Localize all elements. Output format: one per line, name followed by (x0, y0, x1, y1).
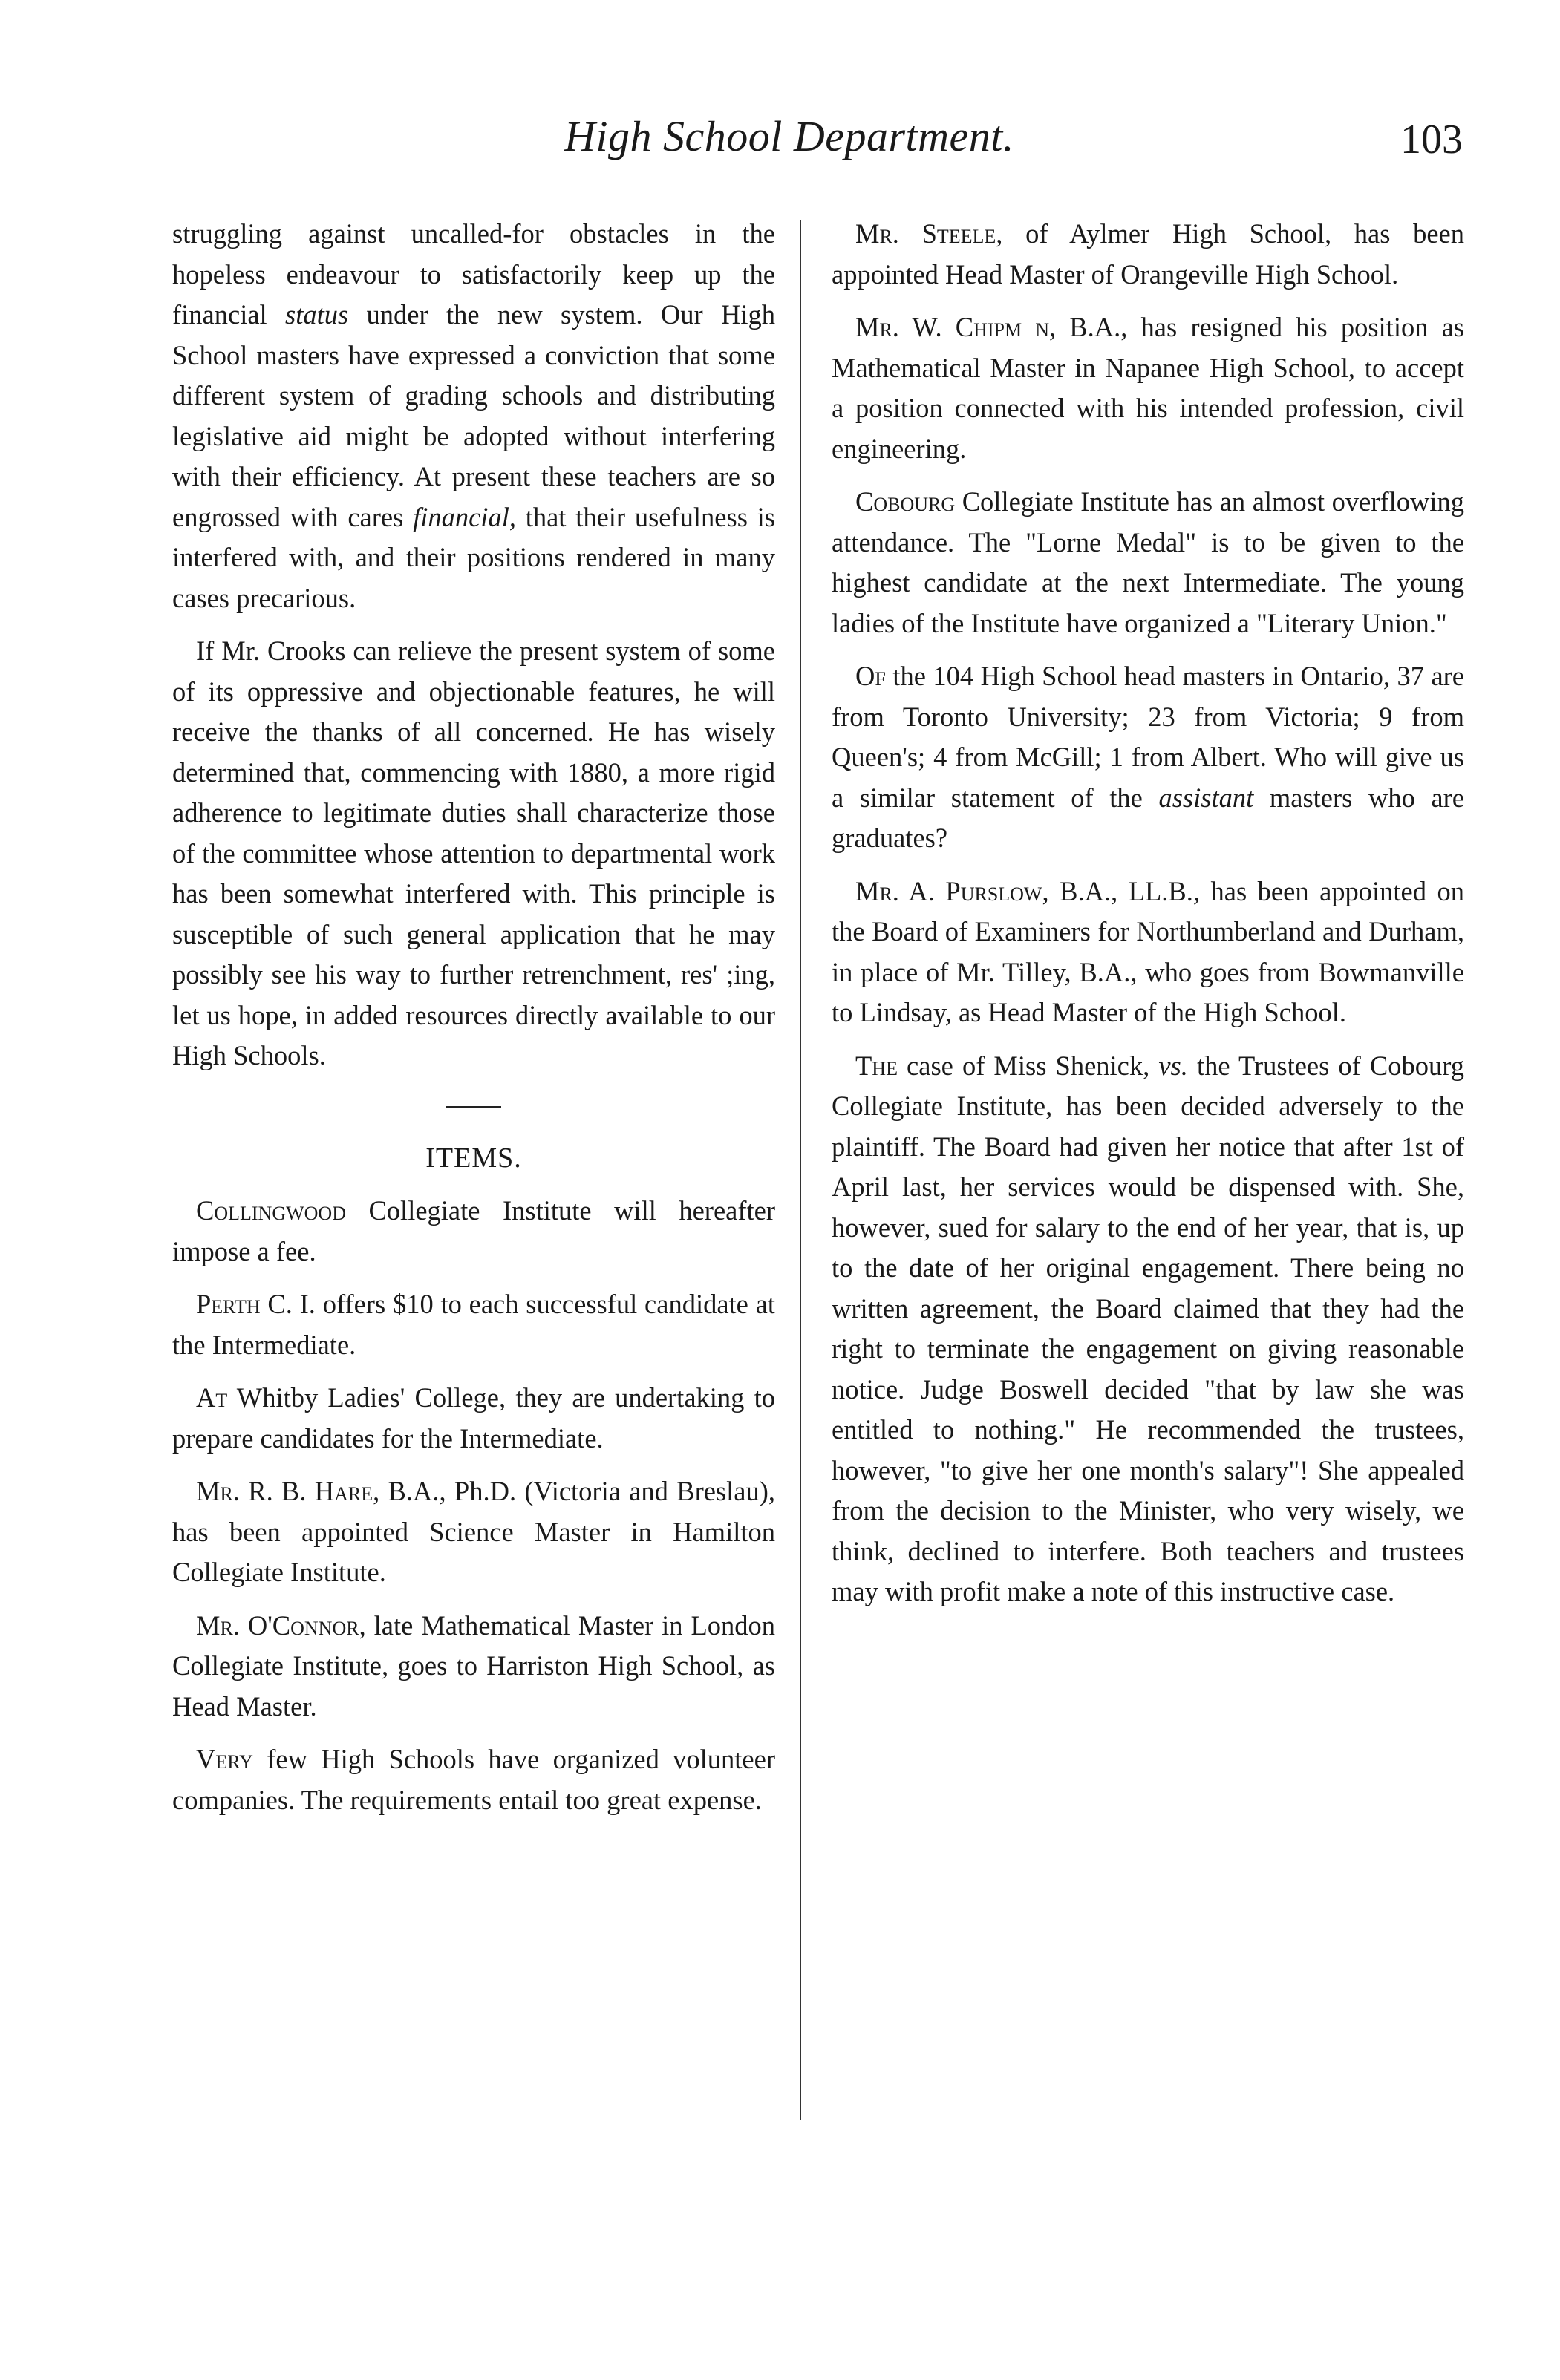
paragraph-financial-status: struggling against uncalled-for obstacles in the hopeless endeavour to satisfactorily keep up the financial status under the new system. Our High School masters have expressed a conviction that some different system of grading schools and distributing legislative aid might be adopted without interfering with their efficiency. At present these teachers are so engrossed with cares financial, that their usefulness is interfered with, and their positions rendered in many cases precarious. (172, 218, 775, 613)
item-purslow: Mr. A. Purslow, B.A., LL.B., has been appointed on the Board of Examiners for Northumberland and Durham, in place of Mr. Tilley, B.A., who goes from Bowmanville to Lindsay, as Head Master of the High School. (832, 875, 1465, 1027)
item-perth: Perth C. I. offers $10 to each successful candidate at the Intermediate. (172, 1289, 775, 1360)
item-collingwood: Collingwood Collegiate Institute will hereafter impose a fee. (172, 1195, 775, 1266)
item-whitby: At Whitby Ladies' College, they are undertaking to prepare candidates for the Intermediate. (172, 1382, 775, 1454)
section-divider (446, 1106, 501, 1108)
item-hare: Mr. R. B. Hare, B.A., Ph.D. (Victoria and Breslau), has been appointed Science Master in Hamilton Collegiate Institute. (172, 1476, 775, 1587)
running-title: High School Department. (564, 112, 1014, 160)
column-rule (800, 220, 801, 2120)
item-volunteer: Very few High Schools have organized volunteer companies. The requirements entail too great expense. (172, 1744, 775, 1815)
item-oconnor: Mr. O'Connor, late Mathematical Master in London Collegiate Institute, goes to Harriston High School, as Head Master. (172, 1609, 776, 1722)
page-header (171, 111, 1463, 178)
item-chipman: Mr. W. Chipm n, B.A., has resigned his position as Mathematical Master in Napanee High School, to accept a position connected with his intended profession, civil engineering. (832, 312, 1465, 464)
page-number: 103 (1400, 117, 1463, 163)
item-steele: Mr. Steele, of Aylmer High School, has been appointed Head Master of Orangeville High School. (832, 218, 1464, 290)
right-column (832, 214, 1464, 1625)
item-cobourg: Cobourg Collegiate Institute has an almost overflowing attendance. The "Lorne Medal" is to be given to the highest candidate at the next Intermediate. The young ladies of the Institute have organized a "Literary Union." (832, 486, 1464, 638)
item-head-masters: Of the 104 High School head masters in Ontario, 37 are from Toronto University; 23 from Victoria; 9 from Queen's; 4 from McGill; 1 from Albert. Who will give us a similar statement of the assistant masters who are graduates? (832, 661, 1464, 853)
item-shenick-case: The case of Miss Shenick, vs. the Trustees of Cobourg Collegiate Institute, has been decided adversely to the plaintiff. The Board had given her notice that after 1st of April last, her services would be dispensed with. She, however, sued for salary to the end of her year, that is, up to the date of her original engagement. There being no written agreement, the Board claimed that they had the right to terminate the engagement on giving reasonable notice. Judge Boswell decided "that by law she was entitled to nothing." He recommended the trustees, however, "to give her one month's salary"! She appealed from the decision to the Minister, who very wisely, we think, declined to interfere. Both teachers and trustees may with profit make a note of this instructive case. (832, 1050, 1464, 1606)
items-heading: ITEMS. (425, 1142, 522, 1174)
left-column (172, 214, 775, 1833)
paragraph-mr-crooks: If Mr. Crooks can relieve the present system of some of its oppressive and objectionable features, he will receive the thanks of all concerned. He has wisely determined that, commencing with 1880, a more rigid adherence to legitimate duties shall characterize those of the committee whose attention to departmental work has been somewhat interfered with. This principle is susceptible of such general application that he may possibly see his way to further retrenchment, res' ;ing, let us hope, in added resources directly available to our High Schools. (172, 635, 775, 1070)
